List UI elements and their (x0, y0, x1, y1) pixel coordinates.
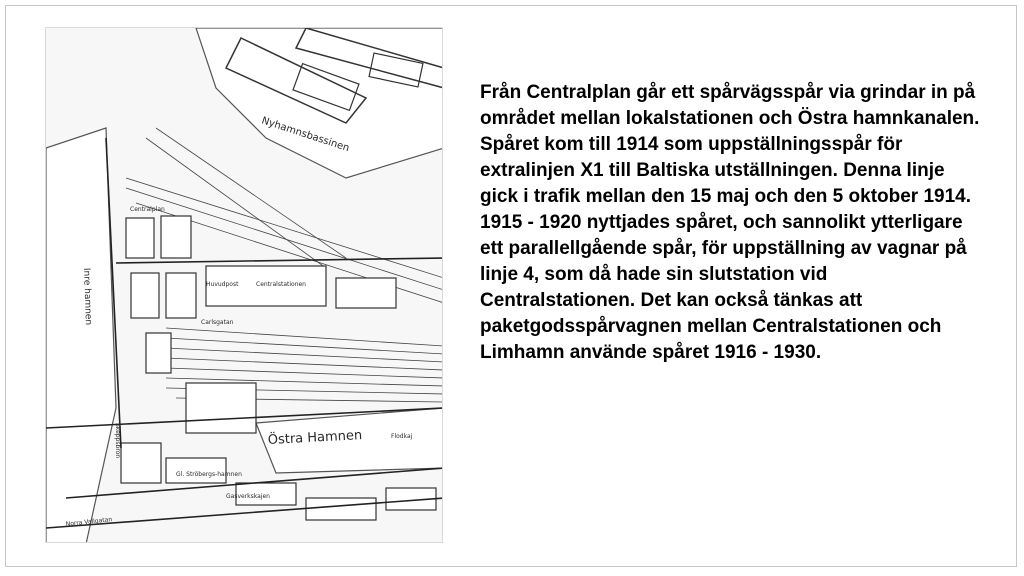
label-inre-hamnen: Inre hamnen (81, 267, 93, 326)
map-drawing (46, 28, 443, 543)
label-carlsgatan: Carlsgatan (201, 319, 234, 326)
label-centralstationen: Centralstationen (256, 281, 306, 288)
label-huvudpost: Huvudpost (206, 281, 239, 288)
label-skeppsbron: Skeppsbron (114, 423, 121, 459)
article-text: Från Centralplan går ett spårvägsspår via grindar in på området mellan lokalstationen och Östra hamnkanalen. Spåret kom till 1914 som uppställningsspår för extralinjen X1 till Baltiska utställningen. Denna linje gick i trafik mellan den 15 maj och den 5 oktober 1914. 1915 - 1920 nyttjades spåret, och sannolikt ytterligare ett parallellgående spår, för uppställning av vagnar på linje 4, som då hade sin slutstation vid Centralstationen. Det kan också tänkas att paketgodsspårvagnen mellan Centralstationen och Limhamn använde spåret 1916 - 1930. (480, 82, 980, 363)
historical-map (45, 27, 443, 543)
label-nyhamns: Nyhamnsbassinen (260, 115, 351, 155)
label-old-dock: Gl. Ströbergs-hamnen (176, 471, 242, 478)
label-gas: Gasverkskajen (226, 493, 270, 500)
label-centralplan: Centralplan (130, 206, 165, 213)
label-ostra-hamnen: Östra Hamnen (267, 428, 363, 448)
label-norra-vallgatan: Norra Vallgatan (65, 516, 113, 528)
label-flodkaj: Flodkaj (391, 433, 413, 440)
